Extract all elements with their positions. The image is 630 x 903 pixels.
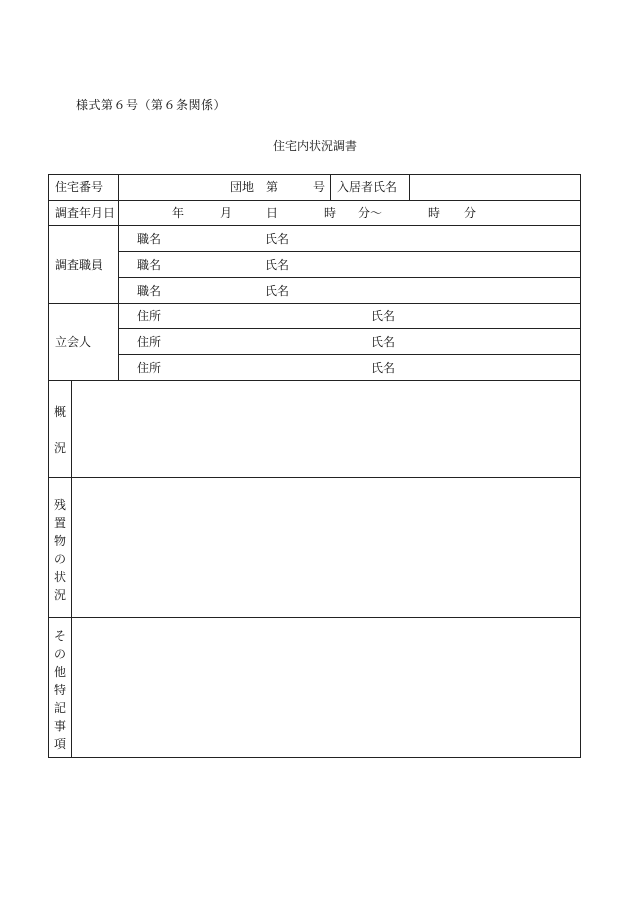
witnesses-label: 立会人 xyxy=(55,335,92,349)
form-number: 様式第６号（第６条関係） xyxy=(76,98,227,112)
start-hour-label: 時 xyxy=(324,206,337,220)
other-notes-field[interactable] xyxy=(72,618,580,757)
investigator-row-field[interactable] xyxy=(119,226,580,251)
investigator-post-label: 職名 xyxy=(137,284,162,298)
witness-name-label: 氏名 xyxy=(371,309,396,323)
witness-address-label: 住所 xyxy=(137,335,162,349)
left-items-label: 残 置 物 の 状 況 xyxy=(53,498,66,602)
resident-name-field[interactable] xyxy=(410,175,580,200)
investigator-name-label: 氏名 xyxy=(265,232,290,246)
month-label: 月 xyxy=(220,206,233,220)
witness-address-label: 住所 xyxy=(137,361,162,375)
witness-row-field[interactable] xyxy=(119,329,580,354)
overview-field[interactable] xyxy=(72,381,580,477)
danchi-label: 団地 xyxy=(230,180,255,194)
document-title: 住宅内状況調書 xyxy=(272,139,357,153)
start-minute-label: 分～ xyxy=(358,206,383,220)
survey-date-label: 調査年月日 xyxy=(55,206,116,220)
table-border-left xyxy=(48,174,49,758)
housing-number-label: 住宅番号 xyxy=(55,180,104,194)
investigator-row-field[interactable] xyxy=(119,278,580,303)
resident-name-label: 入居者氏名 xyxy=(337,180,398,194)
end-minute-label: 分 xyxy=(464,206,477,220)
dai-label: 第 xyxy=(266,180,279,194)
investigator-post-label: 職名 xyxy=(137,258,162,272)
year-label: 年 xyxy=(172,206,185,220)
day-label: 日 xyxy=(266,206,279,220)
witness-name-label: 氏名 xyxy=(371,335,396,349)
investigator-name-label: 氏名 xyxy=(265,284,290,298)
other-notes-label: そ の 他 特 記 事 項 xyxy=(53,629,66,751)
witness-row-field[interactable] xyxy=(119,355,580,380)
left-items-field[interactable] xyxy=(72,478,580,617)
overview-label-top: 概 xyxy=(54,405,67,419)
table-border-right xyxy=(580,174,581,758)
investigators-label: 調査職員 xyxy=(55,258,104,272)
witness-address-label: 住所 xyxy=(137,309,162,323)
end-hour-label: 時 xyxy=(428,206,441,220)
investigator-post-label: 職名 xyxy=(137,232,162,246)
column-divider xyxy=(330,174,331,200)
witness-name-label: 氏名 xyxy=(371,361,396,375)
table-border-bottom xyxy=(48,757,581,758)
investigator-row-field[interactable] xyxy=(119,252,580,277)
overview-label-bottom: 況 xyxy=(54,441,67,455)
housing-number-field[interactable] xyxy=(119,175,329,200)
investigator-name-label: 氏名 xyxy=(265,258,290,272)
go-label: 号 xyxy=(313,180,326,194)
survey-date-field[interactable] xyxy=(119,201,580,225)
witness-row-field[interactable] xyxy=(119,304,580,328)
